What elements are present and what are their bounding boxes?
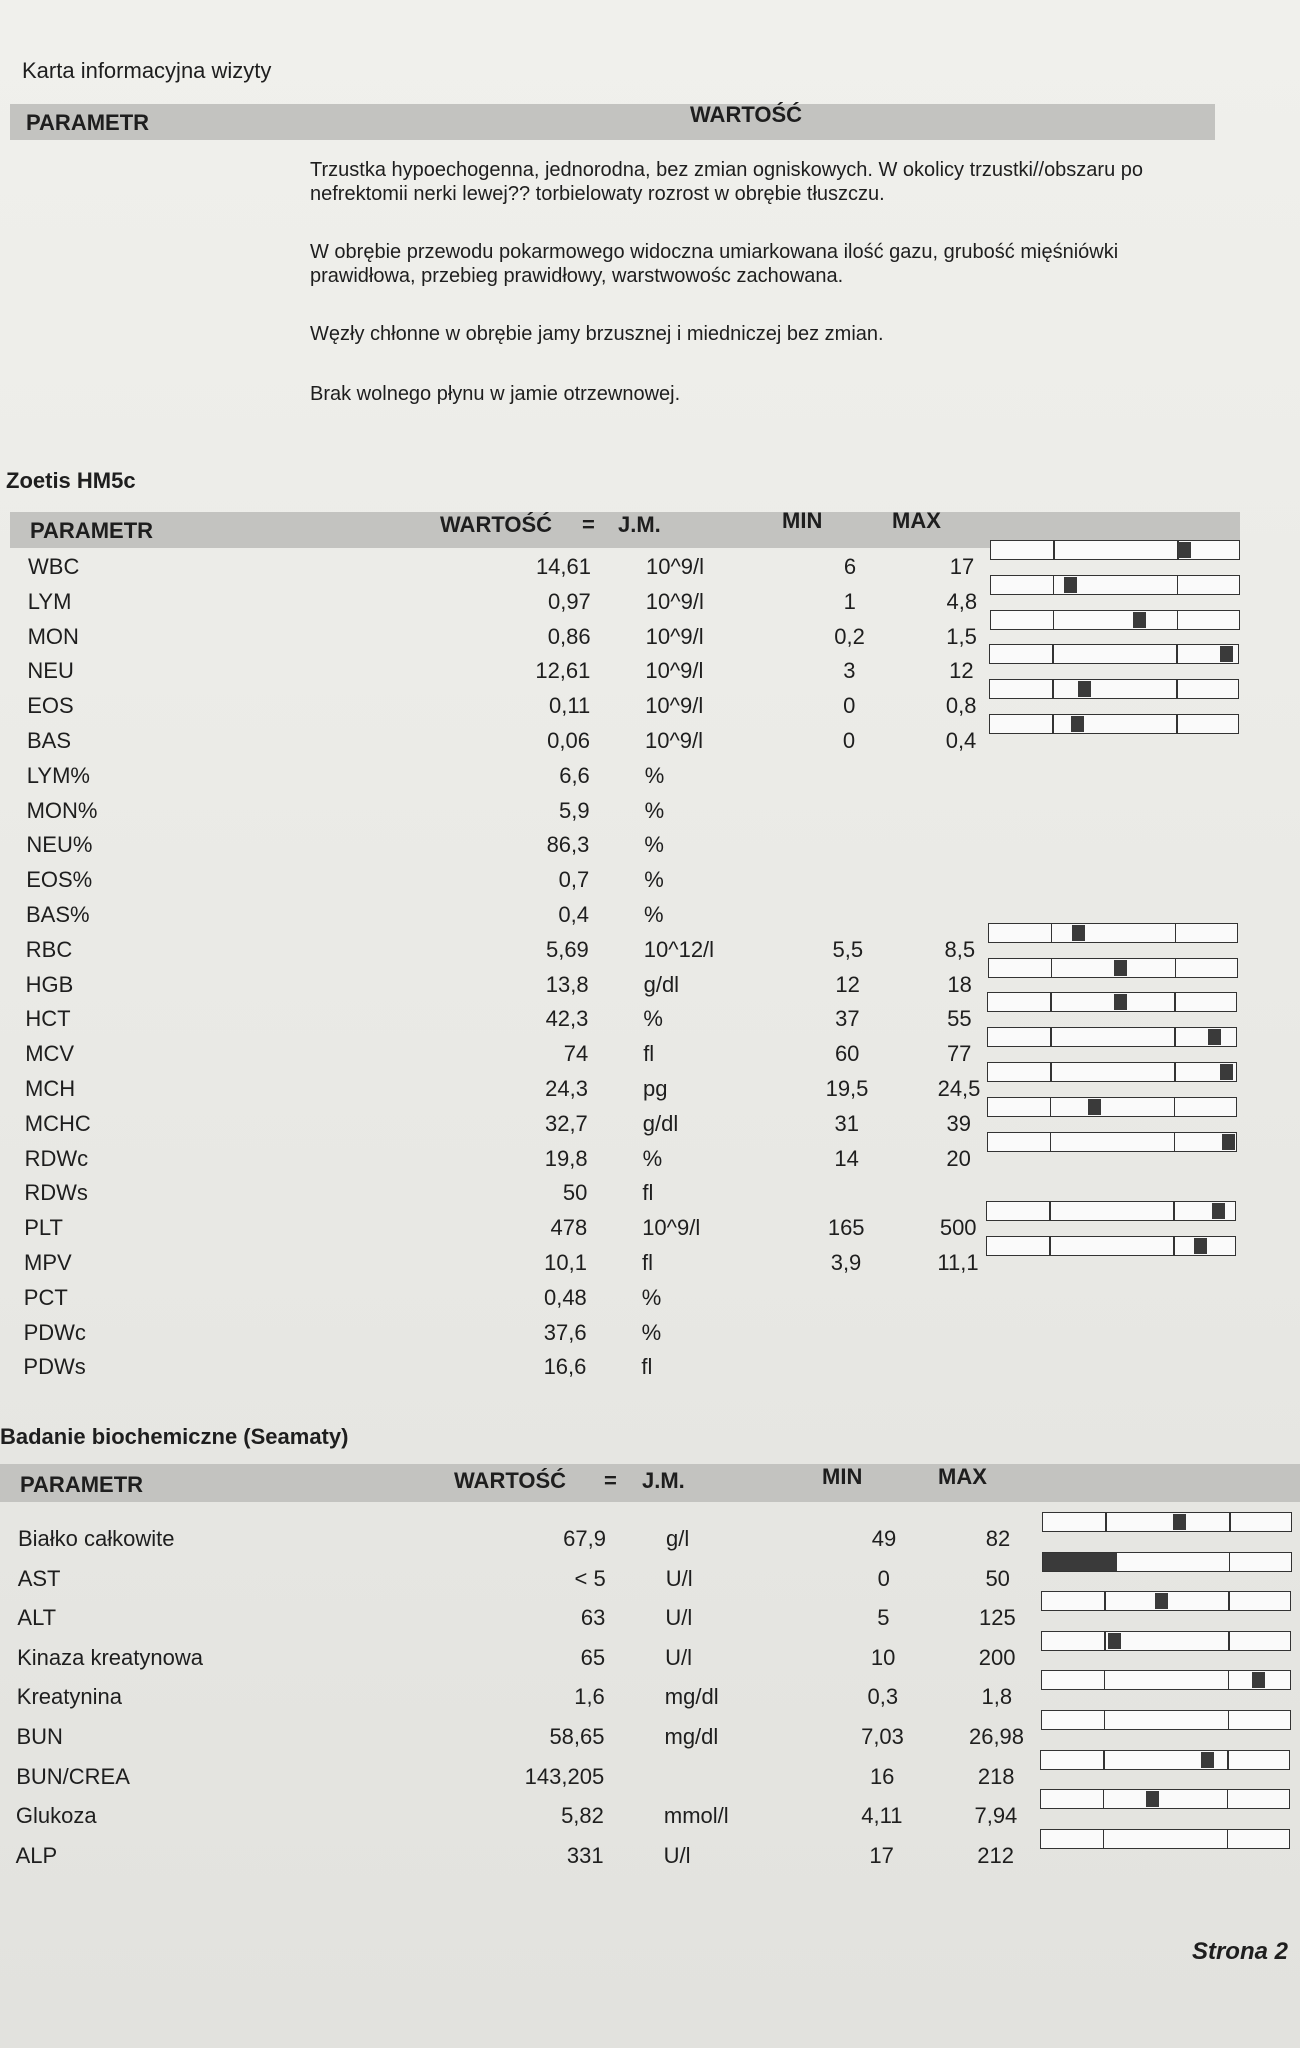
range-tick: [1227, 1830, 1229, 1848]
range-indicator: [988, 923, 1238, 943]
col-header-unit: J.M.: [642, 1468, 685, 1493]
col-header-eq: =: [582, 512, 595, 537]
cell-max: 0,8: [945, 693, 977, 719]
cell-name: HCT: [25, 1006, 71, 1032]
cell-name: MCHC: [24, 1110, 91, 1136]
range-tick: [1052, 645, 1054, 663]
cell-name: PDWs: [23, 1354, 86, 1380]
cell-value: 50: [562, 1180, 588, 1206]
range-indicator: [1041, 1670, 1291, 1690]
cell-value: 42,3: [545, 1006, 589, 1032]
range-indicator: [990, 540, 1240, 560]
cell-name: PCT: [23, 1284, 68, 1310]
cell-name: MON%: [26, 797, 98, 823]
document-title: Karta informacyjna wizyty: [22, 58, 272, 83]
value-marker: [1114, 994, 1127, 1010]
range-indicator: [987, 992, 1237, 1012]
cell-min: 6: [843, 554, 857, 579]
cell-name: ALT: [17, 1605, 57, 1631]
cell-value: < 5: [574, 1565, 606, 1591]
cell-max: 77: [946, 1041, 972, 1067]
cell-max: 50: [985, 1565, 1010, 1591]
value-marker: [1088, 1099, 1101, 1115]
cell-value: 32,7: [544, 1110, 588, 1136]
cell-name: Kreatynina: [16, 1684, 122, 1710]
cell-unit: mg/dl: [664, 1684, 719, 1710]
range-indicator: [989, 679, 1239, 699]
range-indicator: [1041, 1710, 1291, 1730]
range-tick: [1175, 959, 1177, 977]
cell-name: RDWs: [24, 1180, 88, 1206]
range-indicator: [1042, 1552, 1292, 1572]
cell-value: 65: [580, 1644, 606, 1670]
col-header-param: PARAMETR: [30, 518, 154, 543]
cell-unit: 10^12/l: [643, 936, 715, 962]
cell-max: 11,1: [937, 1250, 979, 1275]
range-tick: [1050, 993, 1052, 1011]
cell-unit: %: [641, 1284, 662, 1310]
cell-unit: g/dl: [642, 1110, 679, 1136]
value-marker: [1252, 1672, 1265, 1688]
cell-name: Kinaza kreatynowa: [17, 1644, 203, 1670]
range-tick: [1227, 1751, 1229, 1769]
range-tick: [1173, 1237, 1175, 1255]
value-marker: [1178, 542, 1191, 558]
cell-min: 10: [870, 1644, 896, 1670]
cell-max: 39: [946, 1110, 972, 1136]
cell-name: HGB: [25, 971, 74, 997]
page-number: Strona 2: [1191, 1938, 1288, 1965]
cell-name: BUN/CREA: [16, 1763, 130, 1789]
range-tick: [1177, 611, 1179, 629]
range-indicator: [1041, 1631, 1291, 1651]
cell-min: 37: [835, 1006, 860, 1032]
cell-max: 4,8: [946, 588, 978, 614]
range-tick: [1053, 576, 1055, 594]
cell-unit: %: [642, 1145, 663, 1171]
cell-max: 18: [947, 971, 972, 997]
cell-unit: 10^9/l: [645, 588, 704, 614]
range-tick: [1177, 576, 1179, 594]
value-marker: [1155, 1593, 1168, 1609]
range-indicator: [990, 575, 1240, 595]
cell-min: 0: [877, 1565, 890, 1591]
cell-value: 37,6: [543, 1319, 587, 1345]
cell-max: 200: [978, 1644, 1016, 1670]
cell-name: PDWc: [23, 1319, 86, 1345]
ultrasound-note-4: Brak wolnego płynu w jamie otrzewnowej.: [310, 383, 681, 405]
cell-value: 0,86: [547, 623, 591, 649]
cell-unit: %: [641, 1319, 662, 1345]
table-row: [27, 763, 1277, 793]
range-tick: [1050, 1063, 1052, 1081]
range-indicator: [987, 1132, 1237, 1152]
range-indicator: [990, 610, 1240, 630]
cell-value: 1,6: [574, 1684, 605, 1710]
cell-value: 0,97: [547, 588, 591, 614]
cell-value: 63: [580, 1605, 606, 1631]
cell-min: 0,3: [867, 1684, 899, 1710]
range-tick: [1050, 1028, 1052, 1046]
cell-max: 8,5: [944, 936, 976, 962]
cell-max: 1,5: [946, 623, 977, 649]
cell-min: 49: [871, 1526, 897, 1551]
col-header-param: PARAMETR: [20, 1472, 144, 1497]
range-tick: [1050, 1133, 1052, 1151]
cell-min: 60: [834, 1041, 860, 1067]
cell-name: BUN: [16, 1724, 63, 1749]
cell-unit: fl: [642, 1180, 654, 1206]
cell-name: NEU: [27, 658, 74, 684]
value-marker: [1173, 1514, 1186, 1530]
cell-min: 0: [843, 693, 856, 719]
cell-unit: 10^9/l: [645, 728, 704, 753]
cell-value: 6,6: [559, 762, 590, 788]
cell-unit: %: [644, 902, 664, 927]
cell-value: 5,69: [545, 936, 589, 962]
cell-value: 12,61: [535, 658, 591, 684]
hematology-title: Zoetis HM5c: [6, 468, 136, 493]
cell-name: NEU%: [26, 832, 93, 858]
cell-min: 1: [843, 588, 856, 614]
value-marker: [1212, 1203, 1225, 1219]
range-tick: [1104, 1711, 1106, 1729]
cell-unit: U/l: [665, 1565, 693, 1591]
cell-max: 500: [939, 1215, 977, 1241]
table-row: [26, 867, 1276, 897]
cell-name: Białko całkowite: [18, 1526, 175, 1551]
cell-max: 0,4: [945, 728, 977, 753]
cell-min: 14: [834, 1145, 859, 1171]
cell-max: 7,94: [974, 1803, 1018, 1829]
ultrasound-note-3: Węzły chłonne w obrębie jamy brzusznej i miedniczej bez zmian.: [310, 323, 884, 345]
table-row: [24, 1320, 1274, 1350]
cell-unit: g/dl: [643, 971, 680, 997]
cell-max: 218: [977, 1763, 1015, 1789]
cell-max: 24,5: [937, 1076, 981, 1101]
range-tick: [1174, 993, 1176, 1011]
range-tick: [1173, 1202, 1175, 1220]
cell-max: 26,98: [968, 1724, 1025, 1749]
cell-value: 10,1: [544, 1250, 587, 1275]
cell-min: 31: [834, 1110, 860, 1136]
cell-value: 67,9: [563, 1526, 606, 1551]
cell-value: 58,65: [549, 1724, 605, 1749]
range-indicator: [1040, 1750, 1290, 1770]
cell-value: 143,205: [524, 1763, 605, 1789]
cell-max: 17: [949, 554, 975, 579]
col-header-value: WARTOŚĆ: [690, 102, 803, 127]
cell-unit: %: [644, 797, 665, 823]
cell-min: 3,9: [830, 1250, 862, 1275]
cell-max: 20: [946, 1145, 971, 1171]
section1-header: [10, 104, 1215, 140]
range-tick: [1104, 1592, 1106, 1610]
cell-max: 55: [947, 1006, 972, 1032]
range-tick: [1176, 645, 1178, 663]
cell-unit: U/l: [665, 1644, 692, 1670]
cell-value: 0,7: [558, 867, 590, 893]
value-marker: [1108, 1633, 1121, 1649]
range-tick: [1176, 680, 1178, 698]
cell-name: MCV: [25, 1041, 75, 1067]
cell-value: 478: [550, 1215, 588, 1241]
cell-max: 82: [985, 1526, 1011, 1551]
range-fill: [1043, 1553, 1117, 1571]
range-indicator: [1041, 1591, 1291, 1611]
cell-name: EOS: [27, 693, 74, 719]
ultrasound-note-1: Trzustka hypoechogenna, jednorodna, bez zmian ogniskowych. W okolicy trzustki//obszaru po nefrektomii nerki lewej?? torbielowaty rozrost w obrębie tłuszczu.: [310, 159, 1144, 205]
table-row: [25, 1146, 1275, 1176]
cell-min: 5,5: [832, 936, 864, 962]
value-marker: [1071, 716, 1084, 732]
value-marker: [1133, 612, 1146, 628]
table-row: [24, 1285, 1274, 1315]
cell-max: 212: [977, 1842, 1014, 1868]
range-indicator: [987, 1027, 1237, 1047]
table-row: [16, 1843, 1266, 1873]
cell-name: BAS%: [26, 902, 90, 927]
cell-value: 0,4: [558, 902, 589, 927]
cell-name: ALP: [15, 1842, 58, 1868]
col-header-unit: J.M.: [618, 512, 661, 537]
cell-unit: 10^9/l: [645, 623, 704, 649]
cell-value: 13,8: [545, 971, 589, 997]
col-header-param: PARAMETR: [26, 110, 150, 135]
cell-unit: U/l: [665, 1605, 693, 1631]
ultrasound-note-2: W obrębie przewodu pokarmowego widoczna umiarkowana ilość gazu, grubość mięśniówki prawidłowa, przebieg prawidłowy, warstwowośc zachowana.: [310, 241, 1119, 287]
value-marker: [1201, 1752, 1214, 1768]
range-tick: [1174, 1028, 1176, 1046]
table-row: [27, 798, 1277, 828]
range-tick: [1175, 924, 1177, 942]
cell-unit: g/l: [666, 1526, 690, 1551]
cell-unit: fl: [642, 1250, 653, 1275]
table-row: [27, 728, 1277, 758]
col-header-eq: =: [604, 1468, 617, 1493]
range-tick: [1174, 1133, 1176, 1151]
cell-unit: %: [643, 1006, 663, 1032]
cell-value: 0,48: [543, 1284, 587, 1310]
range-tick: [1174, 1098, 1176, 1116]
range-tick: [1103, 1830, 1105, 1848]
range-indicator: [1040, 1829, 1290, 1849]
range-indicator: [989, 644, 1239, 664]
cell-unit: 10^9/l: [645, 658, 704, 684]
range-tick: [1174, 1063, 1176, 1081]
cell-unit: 10^9/l: [646, 554, 705, 579]
value-marker: [1220, 646, 1233, 662]
range-tick: [1105, 1513, 1107, 1531]
cell-min: 17: [869, 1842, 894, 1868]
cell-value: 86,3: [546, 832, 590, 858]
range-tick: [1051, 959, 1053, 977]
value-marker: [1064, 577, 1077, 593]
cell-value: 331: [566, 1842, 604, 1868]
cell-unit: fl: [641, 1354, 653, 1380]
cell-min: 4,11: [861, 1803, 903, 1829]
cell-max: 1,8: [981, 1684, 1013, 1710]
value-marker: [1072, 925, 1085, 941]
cell-name: AST: [17, 1565, 61, 1591]
cell-min: 19,5: [825, 1076, 869, 1101]
range-tick: [1104, 1632, 1106, 1650]
range-tick: [1176, 715, 1178, 733]
col-header-value: WARTOŚĆ: [454, 1468, 567, 1493]
cell-name: PLT: [24, 1215, 63, 1241]
cell-min: 7,03: [861, 1724, 904, 1749]
cell-unit: fl: [643, 1041, 655, 1067]
col-header-value: WARTOŚĆ: [440, 512, 553, 537]
table-row: [24, 1250, 1274, 1280]
value-marker: [1220, 1064, 1233, 1080]
range-indicator: [987, 1062, 1237, 1082]
range-indicator: [986, 1201, 1236, 1221]
cell-unit: 10^9/l: [642, 1215, 701, 1241]
range-tick: [1053, 541, 1055, 559]
range-tick: [1229, 1513, 1231, 1531]
value-marker: [1146, 1791, 1159, 1807]
cell-min: 5: [877, 1605, 890, 1631]
range-indicator: [989, 714, 1239, 734]
cell-name: RDWc: [24, 1145, 89, 1171]
cell-value: 5,82: [561, 1803, 604, 1829]
range-indicator: [988, 958, 1238, 978]
range-tick: [1227, 1790, 1229, 1808]
table-row: [23, 1354, 1273, 1384]
cell-max: 125: [979, 1605, 1016, 1631]
cell-name: EOS%: [26, 867, 93, 893]
range-tick: [1104, 1671, 1106, 1689]
cell-name: Glukoza: [15, 1803, 97, 1829]
col-header-max: MAX: [892, 508, 941, 533]
col-header-max: MAX: [938, 1464, 987, 1489]
range-tick: [1228, 1671, 1230, 1689]
table-row: [26, 832, 1276, 862]
range-tick: [1049, 1237, 1051, 1255]
cell-value: 24,3: [545, 1076, 588, 1101]
biochem-title: Badanie biochemiczne (Seamaty): [0, 1424, 349, 1449]
cell-unit: pg: [643, 1076, 668, 1101]
range-tick: [1228, 1711, 1230, 1729]
biochem-header: [0, 1464, 1300, 1502]
col-header-min: MIN: [782, 508, 823, 533]
range-tick: [1228, 1592, 1230, 1610]
cell-min: 165: [827, 1215, 865, 1241]
cell-unit: mmol/l: [663, 1803, 729, 1829]
cell-unit: mg/dl: [664, 1724, 719, 1749]
cell-value: 16,6: [543, 1354, 587, 1380]
cell-name: LYM%: [26, 762, 90, 788]
cell-name: MPV: [24, 1250, 72, 1275]
value-marker: [1194, 1238, 1207, 1254]
range-indicator: [986, 1236, 1236, 1256]
cell-value: 74: [563, 1041, 589, 1067]
value-marker: [1222, 1134, 1235, 1150]
cell-value: 5,9: [559, 797, 590, 823]
value-marker: [1078, 681, 1091, 697]
cell-unit: 10^9/l: [645, 693, 704, 719]
cell-name: WBC: [28, 554, 80, 579]
cell-name: MCH: [25, 1076, 76, 1101]
cell-min: 12: [835, 971, 860, 997]
cell-value: 19,8: [544, 1145, 588, 1171]
value-marker: [1114, 960, 1127, 976]
range-tick: [1049, 1202, 1051, 1220]
range-tick: [1229, 1553, 1231, 1571]
range-tick: [1050, 1098, 1052, 1116]
cell-value: 14,61: [535, 554, 591, 579]
range-tick: [1052, 680, 1054, 698]
range-tick: [1053, 611, 1055, 629]
col-header-min: MIN: [822, 1464, 863, 1489]
cell-min: 0: [842, 728, 856, 753]
cell-max: 12: [949, 658, 974, 684]
cell-unit: %: [644, 867, 664, 893]
range-tick: [1228, 1632, 1230, 1650]
range-indicator: [1042, 1512, 1292, 1532]
cell-name: BAS: [27, 728, 72, 753]
range-indicator: [1040, 1789, 1290, 1809]
cell-unit: %: [644, 832, 664, 858]
range-tick: [1052, 715, 1054, 733]
cell-name: RBC: [25, 936, 73, 962]
cell-min: 0,2: [834, 623, 865, 649]
cell-name: MON: [27, 623, 79, 649]
cell-value: 0,11: [549, 693, 591, 719]
range-tick: [1103, 1790, 1105, 1808]
cell-unit: %: [644, 762, 665, 788]
range-indicator: [987, 1097, 1237, 1117]
range-tick: [1103, 1751, 1105, 1769]
cell-unit: U/l: [663, 1842, 691, 1868]
cell-min: 3: [843, 658, 856, 684]
value-marker: [1208, 1029, 1221, 1045]
cell-name: LYM: [27, 588, 72, 614]
range-tick: [1051, 924, 1053, 942]
cell-value: 0,06: [547, 728, 590, 753]
cell-min: 16: [869, 1763, 895, 1789]
